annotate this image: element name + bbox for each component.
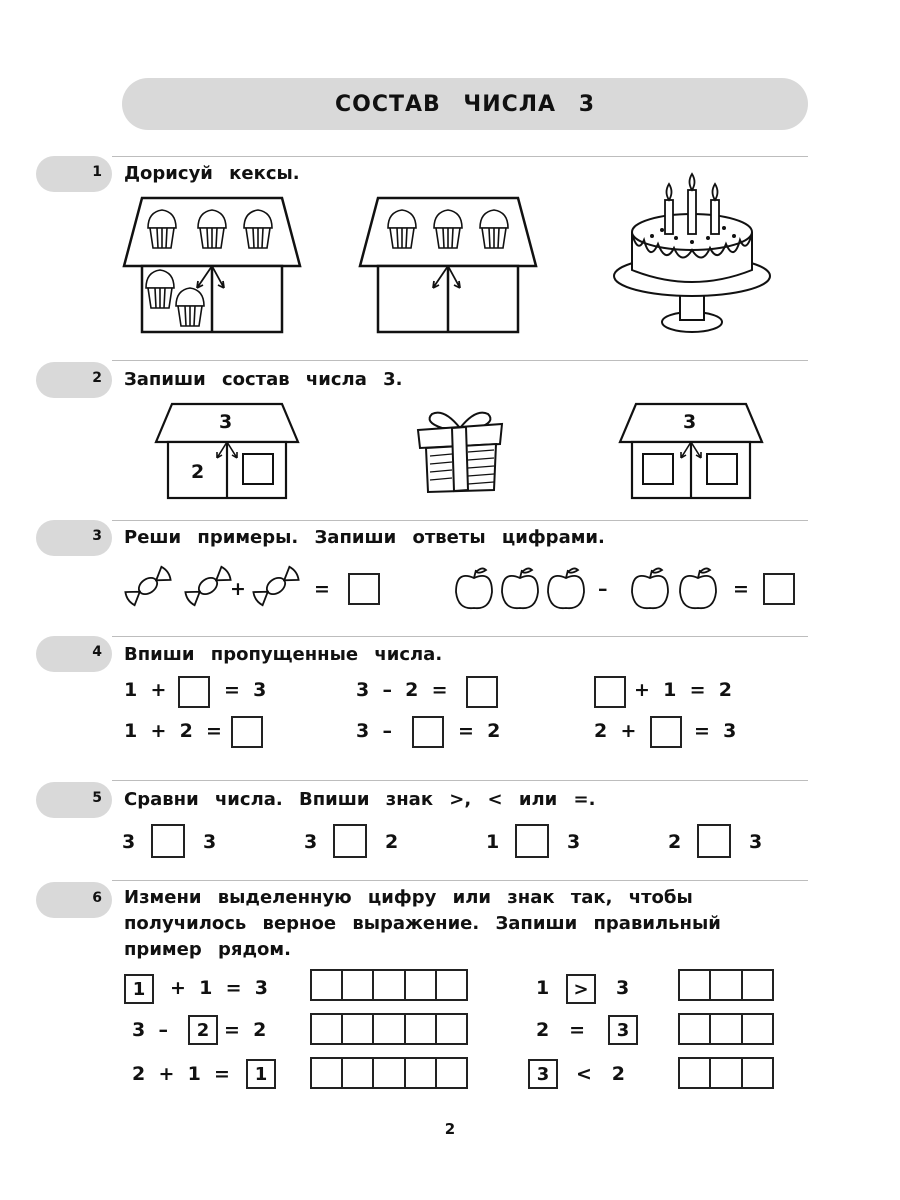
task-4-instruction: Впиши пропущенные числа.	[124, 644, 443, 665]
house-drawing	[122, 196, 302, 336]
house-left-number: 2	[191, 461, 205, 483]
equation-text: 2 +	[594, 720, 637, 742]
divider	[112, 880, 808, 881]
divider	[112, 780, 808, 781]
divider	[112, 360, 808, 361]
equation-text: = 2	[458, 720, 501, 742]
highlighted-digit: 1	[124, 974, 154, 1004]
page-number: 2	[444, 1120, 456, 1138]
equation-text: = 3	[224, 679, 267, 701]
compare-number: 2	[668, 831, 682, 853]
equals-sign: =	[314, 578, 330, 600]
compare-number: 3	[567, 831, 581, 853]
house-drawing	[358, 196, 538, 336]
highlighted-digit: 2	[188, 1015, 218, 1045]
compare-number: 3	[203, 831, 217, 853]
compare-number: 3	[304, 831, 318, 853]
answer-box[interactable]	[763, 573, 795, 605]
answer-cells[interactable]	[310, 1057, 468, 1089]
equation-text: 2 =	[536, 1019, 585, 1041]
task-3-instruction: Реши примеры. Запиши ответы цифрами.	[124, 527, 605, 548]
task-number-badge: 5	[36, 782, 112, 818]
highlighted-digit: 3	[608, 1015, 638, 1045]
equation-text: = 2	[224, 1019, 267, 1041]
apple-icon	[628, 564, 720, 612]
equation-text: 1	[536, 977, 550, 999]
compare-number: 3	[122, 831, 136, 853]
task-number-badge: 1	[36, 156, 112, 192]
answer-box[interactable]	[178, 676, 210, 708]
equation-text: 2 + 1 =	[132, 1063, 230, 1085]
compare-number: 2	[385, 831, 399, 853]
answer-box[interactable]	[466, 676, 498, 708]
apple-icon	[454, 564, 594, 612]
equation-text: 1 +	[124, 679, 167, 701]
answer-box[interactable]	[348, 573, 380, 605]
compare-box[interactable]	[151, 824, 185, 858]
equation-text: 3 – 2 =	[356, 679, 448, 701]
compare-number: 3	[749, 831, 763, 853]
divider	[112, 636, 808, 637]
house-roof-number: 3	[219, 411, 233, 433]
candy-icon	[246, 556, 306, 616]
answer-cells[interactable]	[678, 1013, 774, 1045]
answer-box[interactable]	[594, 676, 626, 708]
equation-text: + 1 = 3	[170, 977, 268, 999]
equation-text: = 3	[694, 720, 737, 742]
gift-icon	[414, 406, 506, 494]
task-number-badge: 6	[36, 882, 112, 918]
highlighted-digit: 1	[246, 1059, 276, 1089]
answer-cells[interactable]	[310, 969, 468, 1001]
equation-text: < 2	[576, 1063, 625, 1085]
answer-cells[interactable]	[678, 969, 774, 1001]
cupcake-icon	[388, 210, 508, 248]
task-2-instruction: Запиши состав числа 3.	[124, 369, 403, 390]
answer-box[interactable]	[231, 716, 263, 748]
divider	[112, 156, 808, 157]
house-roof-number: 3	[683, 411, 697, 433]
answer-box[interactable]	[412, 716, 444, 748]
answer-box[interactable]	[650, 716, 682, 748]
equation-text: + 1 = 2	[634, 679, 732, 701]
equation-text: 3	[616, 977, 630, 999]
cake-illustration	[612, 172, 772, 342]
task-number-badge: 2	[36, 362, 112, 398]
task-5-instruction: Сравни числа. Впиши знак >, < или =.	[124, 789, 596, 810]
equation-text: 3 –	[132, 1019, 168, 1041]
page-title: СОСТАВ ЧИСЛА 3	[122, 78, 808, 130]
answer-cells[interactable]	[310, 1013, 468, 1045]
candy-icon	[118, 556, 238, 616]
divider	[112, 520, 808, 521]
compare-number: 1	[486, 831, 500, 853]
equation-text: 1 + 2 =	[124, 720, 222, 742]
task-number-badge: 3	[36, 520, 112, 556]
task-1-instruction: Дорисуй кексы.	[124, 163, 300, 184]
task-6-instruction-line: Измени выделенную цифру или знак так, чтобы	[124, 887, 693, 908]
highlighted-digit: 3	[528, 1059, 558, 1089]
compare-box[interactable]	[697, 824, 731, 858]
plus-sign: +	[230, 578, 246, 600]
answer-cells[interactable]	[678, 1057, 774, 1089]
task-6-instruction-line: получилось верное выражение. Запиши правильный	[124, 913, 721, 934]
compare-box[interactable]	[515, 824, 549, 858]
equation-text: 3 –	[356, 720, 392, 742]
compare-box[interactable]	[333, 824, 367, 858]
minus-sign: –	[598, 578, 608, 600]
equals-sign: =	[733, 578, 749, 600]
task-6-instruction-line: пример рядом.	[124, 939, 291, 960]
highlighted-sign: >	[566, 974, 596, 1004]
task-number-badge: 4	[36, 636, 112, 672]
